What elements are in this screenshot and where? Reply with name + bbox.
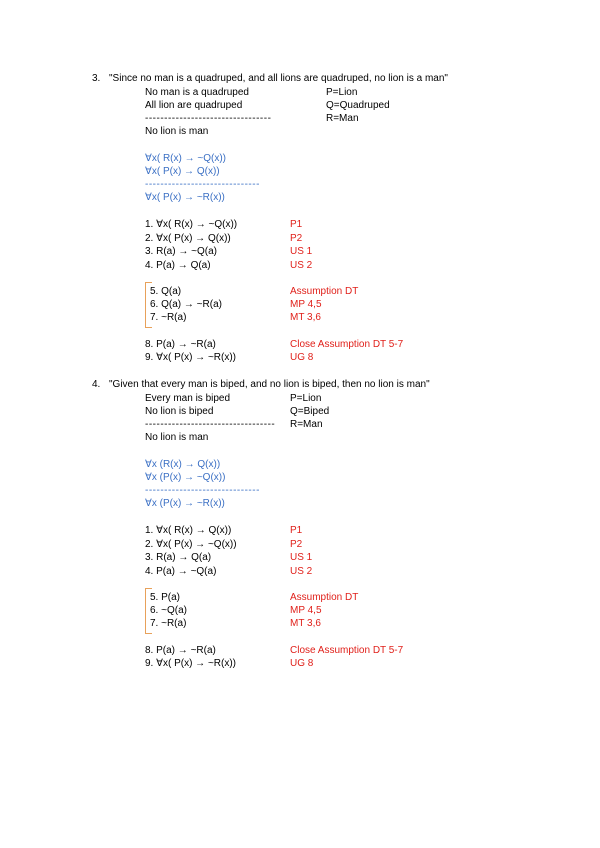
step-justification: US 1: [290, 246, 313, 257]
proof-step: 8. P(a) → ~R(a): [145, 339, 216, 350]
predicate-legend: Q=Biped: [290, 406, 330, 417]
premise-text: All lion are quadruped: [145, 100, 243, 111]
proof-step: 9. ∀x( P(x) → ~R(x)): [145, 352, 237, 363]
proof-step: 6. Q(a) → ~R(a): [150, 299, 222, 310]
proof-step: 1. ∀x( R(x) → Q(x)): [145, 525, 232, 536]
premise-divider: ----------------------------------: [145, 419, 276, 430]
proof-step: 5. P(a): [150, 592, 181, 603]
proof-step: 4. P(a) → ~Q(a): [145, 566, 217, 577]
problem-quote: "Given that every man is biped, and no lion is biped, then no lion is man": [109, 379, 430, 390]
step-justification: P2: [290, 233, 303, 244]
step-justification: MP 4,5: [290, 299, 322, 310]
step-justification: MT 3,6: [290, 312, 321, 323]
step-justification: Close Assumption DT 5-7: [290, 645, 404, 656]
problem-number: 3.: [92, 73, 101, 84]
proof-step: 3. R(a) → ~Q(a): [145, 246, 217, 257]
formal-premise: ∀x (P(x) → ~Q(x)): [145, 472, 226, 483]
formal-conclusion: ∀x( P(x) → ~R(x)): [145, 192, 225, 203]
proof-step: 2. ∀x( P(x) → Q(x)): [145, 233, 231, 244]
proof-step: 7. ~R(a): [150, 618, 187, 629]
step-justification: US 2: [290, 260, 313, 271]
proof-step: 5. Q(a): [150, 286, 182, 297]
step-justification: P2: [290, 539, 303, 550]
step-justification: Assumption DT: [290, 286, 359, 297]
proof-step: 3. R(a) → Q(a): [145, 552, 212, 563]
conclusion-text: No lion is man: [145, 432, 209, 443]
formal-premise: ∀x( P(x) → Q(x)): [145, 166, 220, 177]
premise-text: No lion is biped: [145, 406, 214, 417]
formal-divider: ------------------------------: [145, 485, 260, 496]
problem-number: 4.: [92, 379, 101, 390]
step-justification: US 2: [290, 566, 313, 577]
formal-premise: ∀x (R(x) → Q(x)): [145, 459, 221, 470]
predicate-legend: P=Lion: [290, 393, 322, 404]
formal-conclusion: ∀x (P(x) → ~R(x)): [145, 498, 225, 509]
problem-quote: "Since no man is a quadruped, and all lions are quadruped, no lion is a man": [109, 73, 448, 84]
conclusion-text: No lion is man: [145, 126, 209, 137]
step-justification: Assumption DT: [290, 592, 359, 603]
proof-step: 9. ∀x( P(x) → ~R(x)): [145, 658, 237, 669]
step-justification: MP 4,5: [290, 605, 322, 616]
step-justification: Close Assumption DT 5-7: [290, 339, 404, 350]
step-justification: US 1: [290, 552, 313, 563]
proof-step: 4. P(a) → Q(a): [145, 260, 211, 271]
predicate-legend: P=Lion: [326, 87, 358, 98]
predicate-legend: R=Man: [326, 113, 359, 124]
step-justification: UG 8: [290, 352, 314, 363]
proof-step: 7. ~R(a): [150, 312, 187, 323]
predicate-legend: Q=Quadruped: [326, 100, 390, 111]
step-justification: P1: [290, 219, 303, 230]
premise-text: No man is a quadruped: [145, 87, 249, 98]
proof-step: 8. P(a) → ~R(a): [145, 645, 216, 656]
proof-step: 6. ~Q(a): [150, 605, 187, 616]
formal-divider: ------------------------------: [145, 179, 260, 190]
formal-premise: ∀x( R(x) → ~Q(x)): [145, 153, 226, 164]
premise-divider: ---------------------------------: [145, 113, 272, 124]
proof-step: 1. ∀x( R(x) → ~Q(x)): [145, 219, 238, 230]
step-justification: UG 8: [290, 658, 314, 669]
predicate-legend: R=Man: [290, 419, 323, 430]
proof-step: 2. ∀x( P(x) → ~Q(x)): [145, 539, 237, 550]
premise-text: Every man is biped: [145, 393, 231, 404]
step-justification: MT 3,6: [290, 618, 321, 629]
step-justification: P1: [290, 525, 303, 536]
